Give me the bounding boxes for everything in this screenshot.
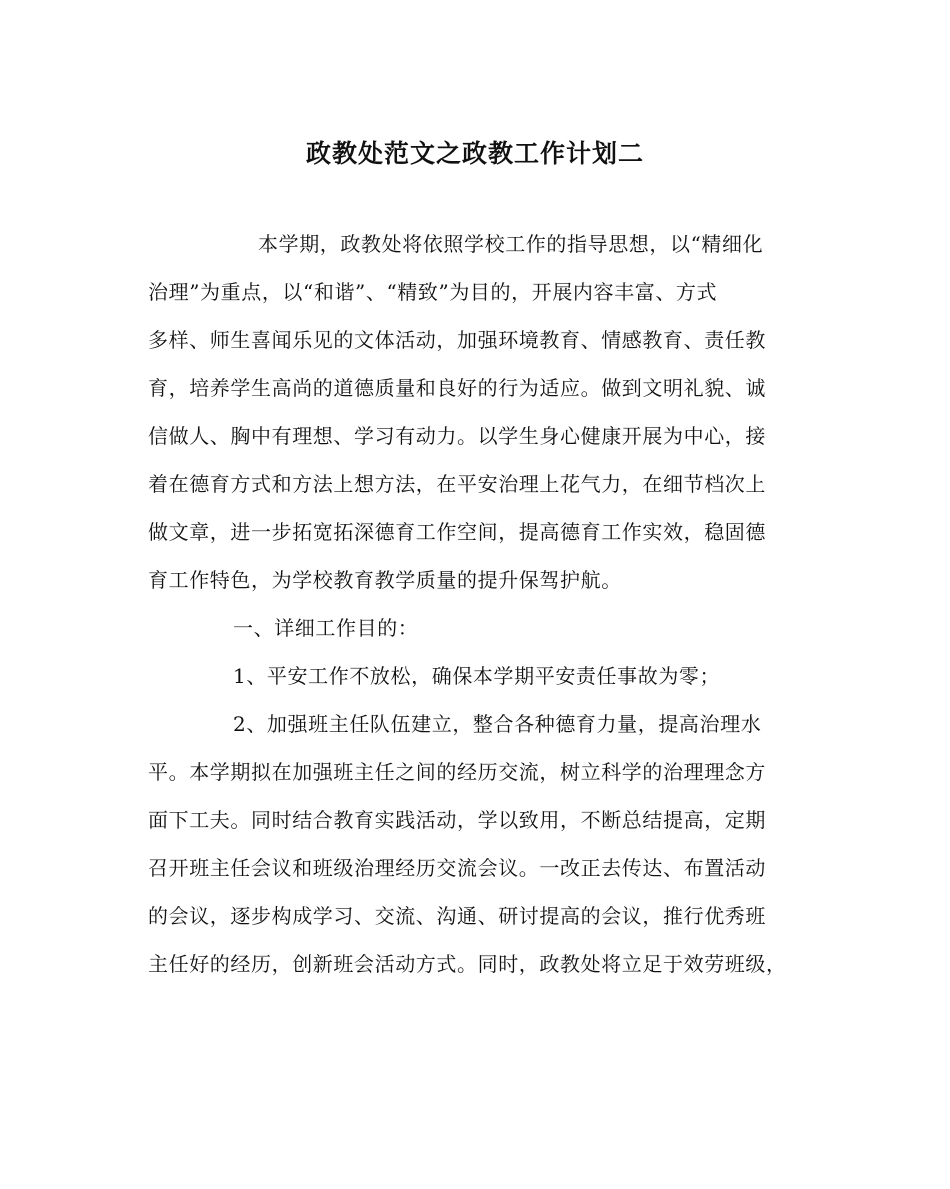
- paragraph-line: 面下工夫。同时结合教育实践活动，学以致用，不断总结提高，定期: [148, 808, 766, 832]
- paragraph-line: 本学期，政教处将依照学校工作的指导思想，以“精细化: [258, 232, 764, 256]
- paragraph-line: 平。本学期拟在加强班主任之间的经历交流，树立科学的治理理念方: [148, 760, 766, 784]
- paragraph-line: 召开班主任会议和班级治理经历交流会议。一改正去传达、布置活动: [148, 856, 766, 880]
- paragraph-line: 着在德育方式和方法上想方法，在平安治理上花气力，在细节档次上: [148, 472, 766, 496]
- document-body: [148, 220, 808, 988]
- paragraph-line: 做文章，进一步拓宽拓深德育工作空间，提高德育工作实效，稳固德: [148, 520, 766, 544]
- paragraph-line: 信做人、胸中有理想、学习有动力。以学生身心健康开展为中心，接: [148, 424, 766, 448]
- paragraph-line: 多样、师生喜闻乐见的文体活动，加强环境教育、情感教育、责任教: [148, 328, 766, 352]
- list-item: 1、平安工作不放松，确保本学期平安责任事故为零；: [233, 664, 721, 688]
- document-title: 政教处范文之政教工作计划二: [305, 139, 644, 168]
- paragraph-line: 的会议，逐步构成学习、交流、沟通、研讨提高的会议，推行优秀班: [148, 904, 766, 928]
- paragraph-line: 育，培养学生高尚的道德质量和良好的行为适应。做到文明礼貌、诚: [148, 376, 766, 400]
- paragraph-line: 治理”为重点，以“和谐”、“精致”为目的，开展内容丰富、方式: [148, 280, 718, 304]
- section-heading: 一、详细工作目的：: [233, 616, 419, 640]
- paragraph-line: 育工作特色，为学校教育教学质量的提升保驾护航。: [148, 568, 622, 592]
- list-item: 2、加强班主任队伍建立，整合各种德育力量，提高治理水: [233, 712, 762, 736]
- paragraph-line: 主任好的经历，创新班会活动方式。同时，政教处将立足于效劳班级，: [148, 952, 787, 976]
